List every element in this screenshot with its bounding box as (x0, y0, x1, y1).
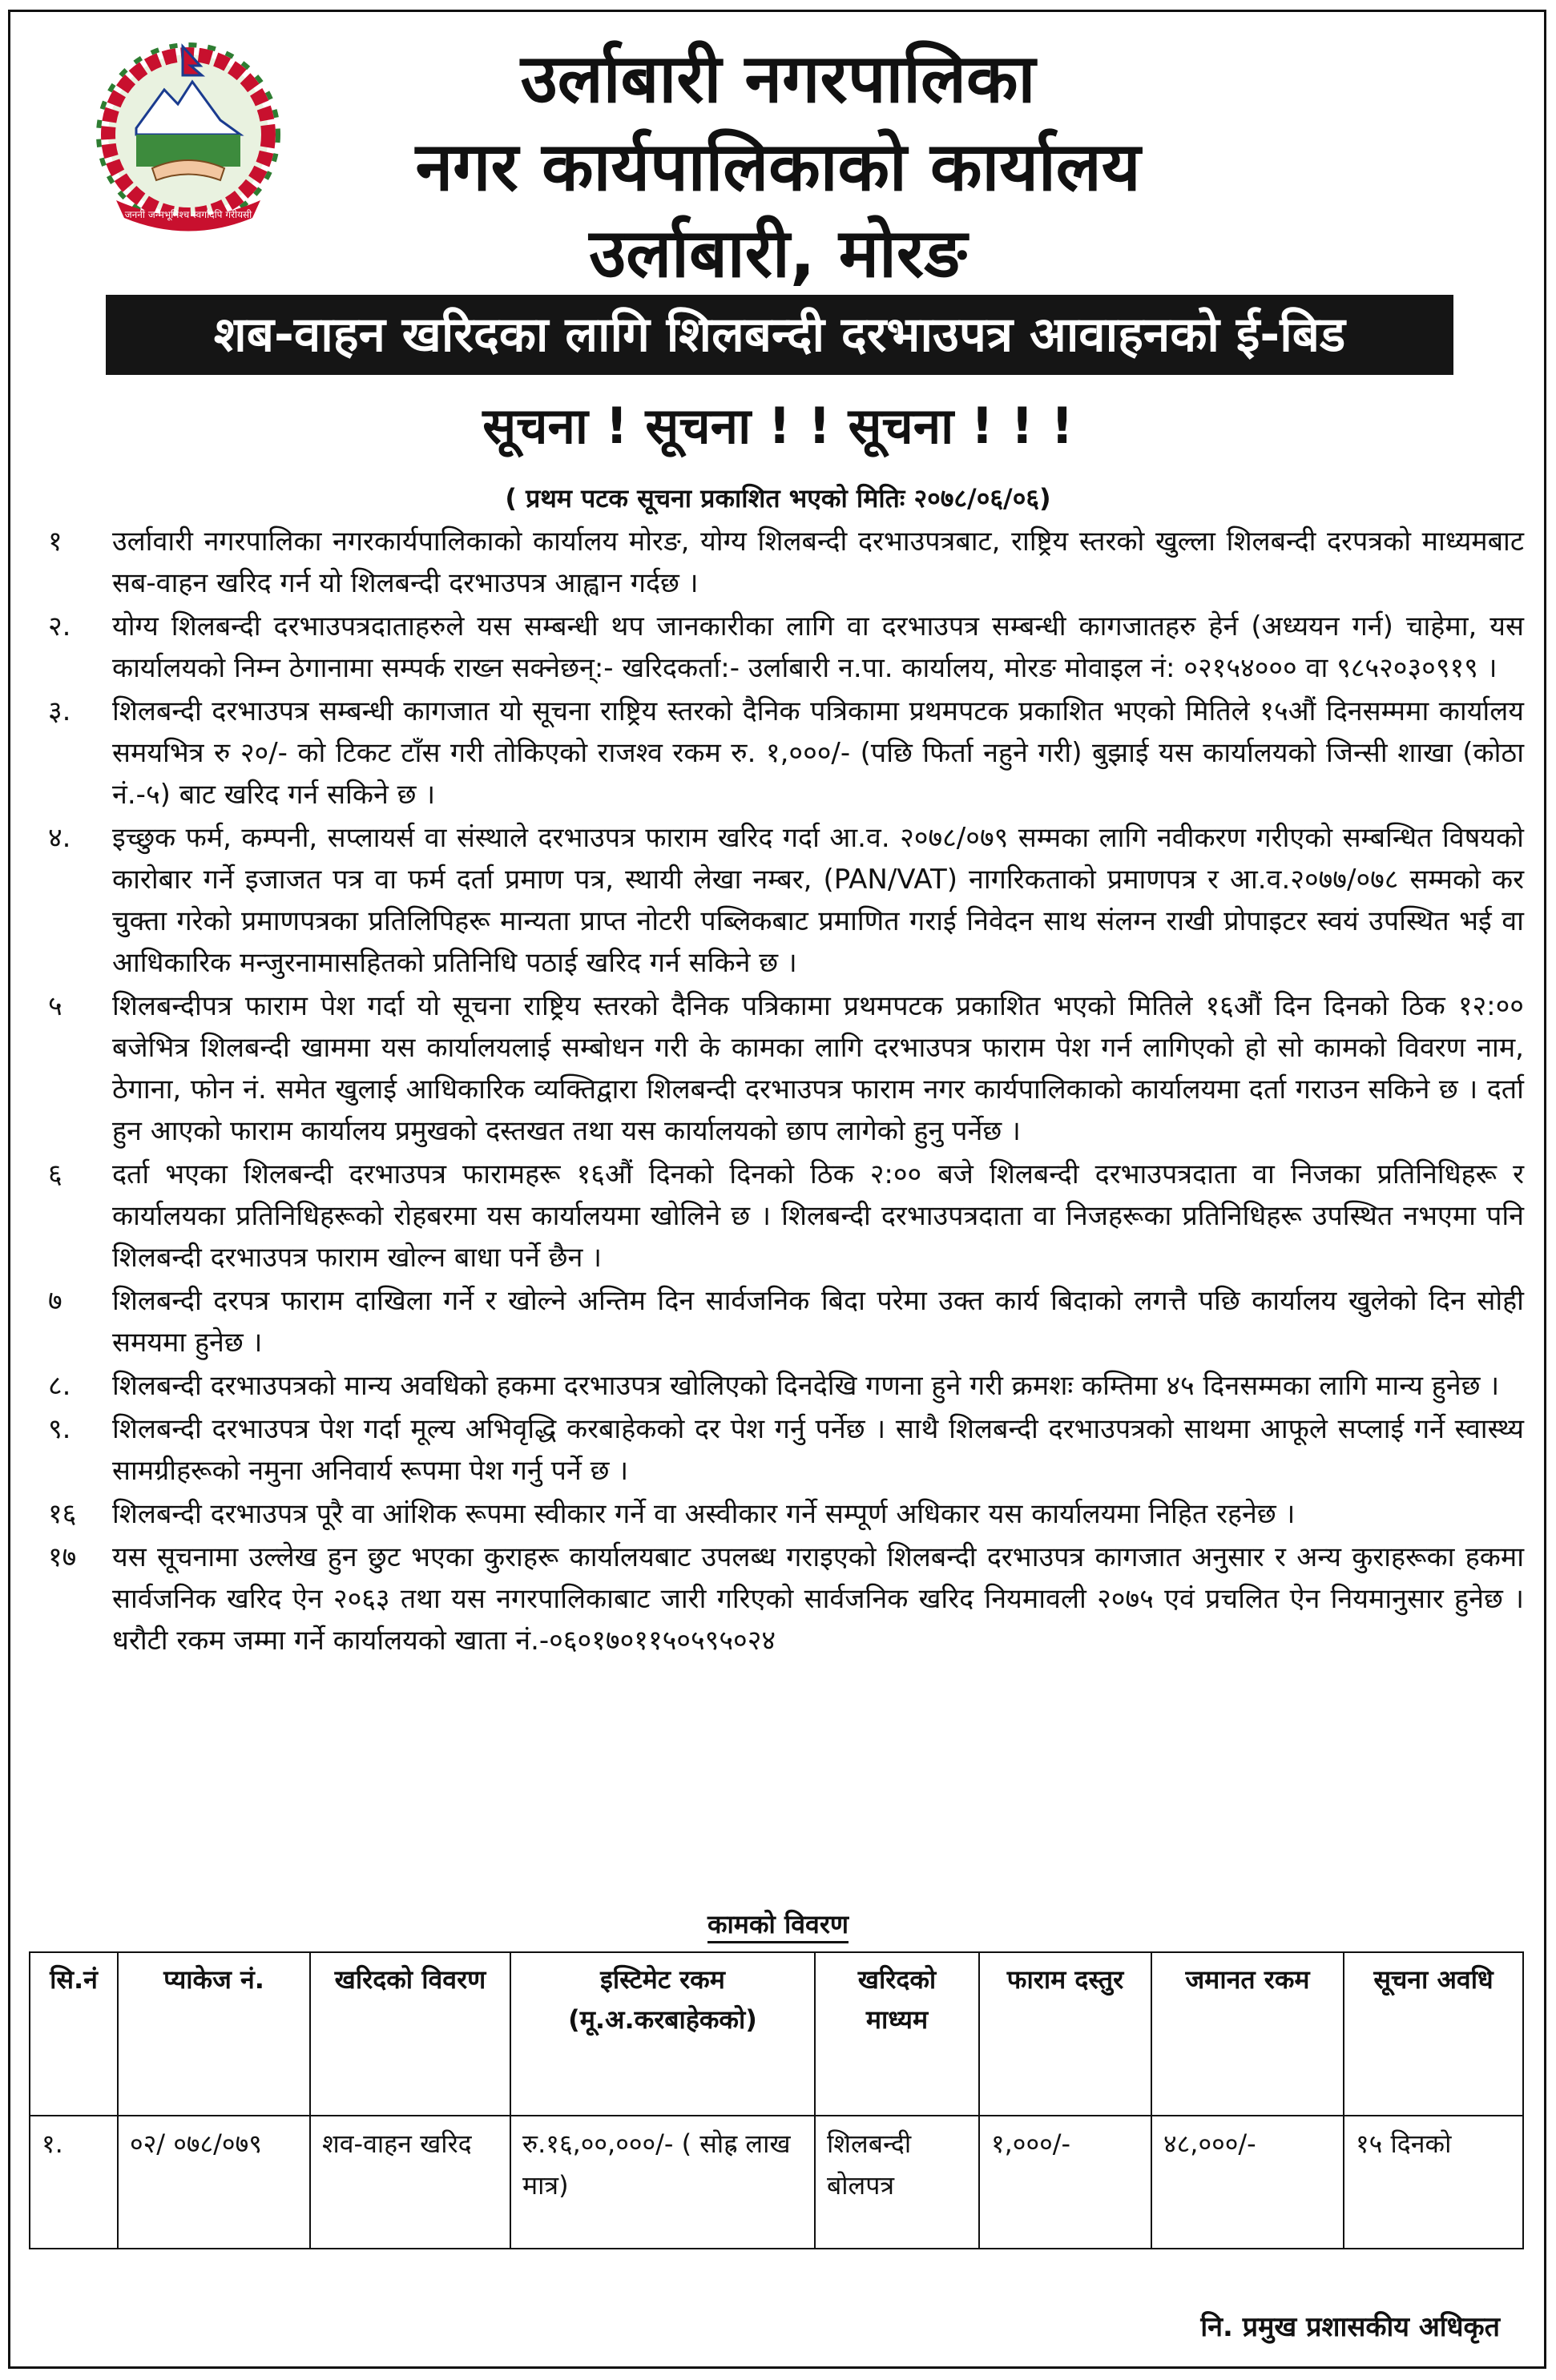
item-text: शिलबन्दी दरभाउपत्र सम्बन्धी कागजात यो सूचना राष्ट्रिय स्तरको दैनिक पत्रिकामा प्रथमपटक प्रकाशित भएको मितिले १५औं दिनसम्ममा कार्यालय समयभित्र रु २०/- को टिकट टाँस गरी तोकिएको राजश्व रकम रु. १,०००/- (पछि फिर्ता नहुने गरी) बुझाई यस कार्यालयको जिन्सी शाखा (कोठा नं.-५) बाट खरिद गर्न सकिने छ । (112, 695, 1524, 811)
list-item (42, 1154, 1524, 1279)
item-text: इच्छुक फर्म, कम्पनी, सप्लायर्स वा संस्थाले दरभाउपत्र फाराम खरिद गर्दा आ.व. २०७८/०७९ सम्मका लागि नवीकरण गरीएको सम्बन्धित विषयको कारोबार गर्ने इजाजत पत्र वा फर्म दर्ता प्रमाण पत्र, स्थायी लेखा नम्बर, (PAN/VAT) नागरिकताको प्रमाणपत्र र आ.व.२०७७/०७८ सम्मको कर चुक्ता गरेको प्रमाणपत्रका प्रतिलिपिहरू मान्यता प्राप्त नोटरी पब्लिकबाट प्रमाणित गराई निवेदन साथ संलग्न राखी प्रोपाइटर स्वयं उपस्थित भई वा आधिकारिक मन्जुरनामासहितको प्रतिनिधि पठाई खरिद गर्न सकिने छ । (112, 822, 1524, 979)
list-item (42, 985, 1524, 1152)
table-cell: रु.१६,००,०००/- ( सोह्र लाख मात्र) (510, 2116, 815, 2249)
item-number: ४. (48, 822, 71, 854)
item-text: यस सूचनामा उल्लेख हुन छुट भएका कुराहरू कार्यालयबाट उपलब्ध गराइएको शिलबन्दी दरभाउपत्र कागजात अनुसार र अन्य कुराहरूका हकमा सार्वजनिक खरिद ऐन २०६३ तथा यस नगरपालिकाबाट जारी गरिएको सार्वजनिक खरिद नियमावली २०७५ एवं प्रचलित ऐन नियमानुसार हुनेछ । धरौटी रकम जम्मा गर्ने कार्यालयको खाता नं.-०६०१७०११५०५९५०२४ (112, 1541, 1524, 1657)
item-text: शिलबन्दी दरभाउपत्र पेश गर्दा मूल्य अभिवृद्धि करबाहेकको दर पेश गर्नु पर्नेछ । साथै शिलबन्दी दरभाउपत्रको साथमा आफूले सप्लाई गर्ने स्वास्थ्य सामग्रीहरूको नमुना अनिवार्य रूपमा पेश गर्नु पर्ने छ । (112, 1413, 1524, 1487)
item-number: ३. (48, 695, 71, 727)
list-item (42, 1408, 1524, 1492)
work-details-table (29, 1951, 1524, 2249)
list-item (42, 606, 1524, 689)
list-item (42, 1365, 1524, 1407)
column-header: फाराम दस्तुर (979, 1952, 1151, 2116)
table-header-row (30, 1952, 1523, 2116)
column-header: खरिदको माध्यम (815, 1952, 979, 2116)
item-text: योग्य शिलबन्दी दरभाउपत्रदाताहरुले यस सम्बन्धी थप जानकारीका लागि वा दरभाउपत्र सम्बन्धी कागजातहरु हेर्न (अध्ययन गर्न) चाहेमा, यस कार्यालयको निम्न ठेगानामा सम्पर्क राख्न सक्नेछन्:- खरिदकर्ता:- उर्लाबारी न.पा. कार्यालय, मोरङ मोवाइल नं: ०२१५४००० वा ९८५२०३०९१९ । (112, 610, 1524, 684)
table-cell: ०२/ ०७८/०७९ (118, 2116, 310, 2249)
municipality-name: उर्लाबारी नगरपालिका (520, 39, 1036, 118)
item-number: ६ (48, 1158, 62, 1190)
column-header: प्याकेज नं. (118, 1952, 310, 2116)
table-cell: १. (30, 2116, 118, 2249)
item-number: १६ (48, 1498, 77, 1530)
list-item (42, 691, 1524, 815)
column-header: जमानत रकम (1151, 1952, 1344, 2116)
list-item (42, 1493, 1524, 1535)
list-item (42, 1280, 1524, 1363)
notice-heading: सूचना ! सूचना ! ! सूचना ! ! ! (482, 397, 1074, 455)
column-header: खरिदको विवरण (310, 1952, 510, 2116)
signatory-title: नि. प्रमुख प्रशासकीय अधिकृत (1200, 2311, 1500, 2343)
list-item (42, 1536, 1524, 1661)
table-cell: ४८,०००/- (1151, 2116, 1344, 2249)
column-header: सूचना अवधि (1344, 1952, 1523, 2116)
item-number: २. (48, 610, 71, 642)
publication-date: ( प्रथम पटक सूचना प्रकाशित भएको मितिः २०७८/०६/०६) (505, 483, 1051, 513)
item-text: शिलबन्दीपत्र फाराम पेश गर्दा यो सूचना राष्ट्रिय स्तरको दैनिक पत्रिकामा प्रथमपटक प्रकाशित भएको मितिले १६औं दिन दिनको ठिक १२:०० बजेभित्र शिलबन्दी खाममा यस कार्यालयलाई सम्बोधन गरी के कामका लागि दरभाउपत्र फाराम पेश गर्न लागिएको हो सो कामको विवरण नाम, ठेगाना, फोन नं. समेत खुलाई आधिकारिक व्यक्तिद्वारा शिलबन्दी दरभाउपत्र फाराम नगर कार्यपालिकाको कार्यालयमा दर्ता गराउन सकिने छ । दर्ता हुन आएको फाराम कार्यालय प्रमुखको दस्तखत तथा यस कार्यालयको छाप लागेको हुनु पर्नेछ । (112, 990, 1524, 1147)
table-title-text: कामको विवरण (707, 1909, 849, 1943)
item-text: उर्लावारी नगरपालिका नगरकार्यपालिकाको कार्यालय मोरङ, योग्य शिलबन्दी दरभाउपत्रबाट, राष्ट्रिय स्तरको खुल्ला शिलबन्दी दरपत्रको माध्यमबाट सब-वाहन खरिद गर्न यो शिलबन्दी दरभाउपत्र आह्वान गर्दछ । (112, 526, 1524, 599)
table-title (0, 1907, 1556, 1942)
item-number: ८. (48, 1370, 71, 1402)
table-cell: १,०००/- (979, 2116, 1151, 2249)
item-text: शिलबन्दी दरपत्र फाराम दाखिला गर्ने र खोल्ने अन्तिम दिन सार्वजनिक बिदा परेमा उक्त कार्य बिदाको लगत्तै पछि कार्यालय खुलेको दिन सोही समयमा हुनेछ । (112, 1285, 1524, 1359)
item-text: शिलबन्दी दरभाउपत्र पूरै वा आंशिक रूपमा स्वीकार गर्ने वा अस्वीकार गर्ने सम्पूर्ण अधिकार यस कार्यालयमा निहित रहनेछ । (112, 1498, 1296, 1530)
office-name: नगर कार्यपालिकाको कार्यालय (415, 127, 1141, 206)
column-header: इस्टिमेट रकम (मू.अ.करबाहेकको) (510, 1952, 815, 2116)
list-item (42, 817, 1524, 984)
item-number: ९. (48, 1413, 71, 1445)
table-cell: शव-वाहन खरिद (310, 2116, 510, 2249)
notice-title-banner: शब-वाहन खरिदका लागि शिलबन्दी दरभाउपत्र आवाहनको ई-बिड (106, 295, 1453, 375)
item-number: १७ (48, 1541, 77, 1573)
item-number: ५ (48, 990, 62, 1022)
item-text: दर्ता भएका शिलबन्दी दरभाउपत्र फारामहरू १६औं दिनको दिनको ठिक २:०० बजे शिलबन्दी दरभाउपत्रदाता वा निजका प्रतिनिधिहरू र कार्यालयका प्रतिनिधिहरूको रोहबरमा यस कार्यालयमा खोलिने छ । शिलबन्दी दरभाउपत्रदाता वा निजहरूका प्रतिनिधिहरू उपस्थित नभएमा पनि शिलबन्दी दरभाउपत्र फाराम खोल्न बाधा पर्ने छैन । (112, 1158, 1524, 1274)
emblem-motto: जननी जन्मभूमिश्च स्वर्गादपि गरीयसी (124, 209, 252, 220)
item-number: १ (48, 526, 62, 558)
column-header: सि.नं (30, 1952, 118, 2116)
office-address: उर्लाबारी, मोरङ (589, 214, 967, 292)
table-cell: शिलबन्दी बोलपत्र (815, 2116, 979, 2249)
item-text: शिलबन्दी दरभाउपत्रको मान्य अवधिको हकमा दरभाउपत्र खोलिएको दिनदेखि गणना हुने गरी क्रमशः कम्तिमा ४५ दिनसम्मका लागि मान्य हुनेछ । (112, 1370, 1500, 1402)
notice-items (42, 521, 1524, 1663)
table-cell: १५ दिनको (1344, 2116, 1523, 2249)
table-row (30, 2116, 1523, 2249)
list-item (42, 521, 1524, 604)
item-number: ७ (48, 1285, 62, 1317)
